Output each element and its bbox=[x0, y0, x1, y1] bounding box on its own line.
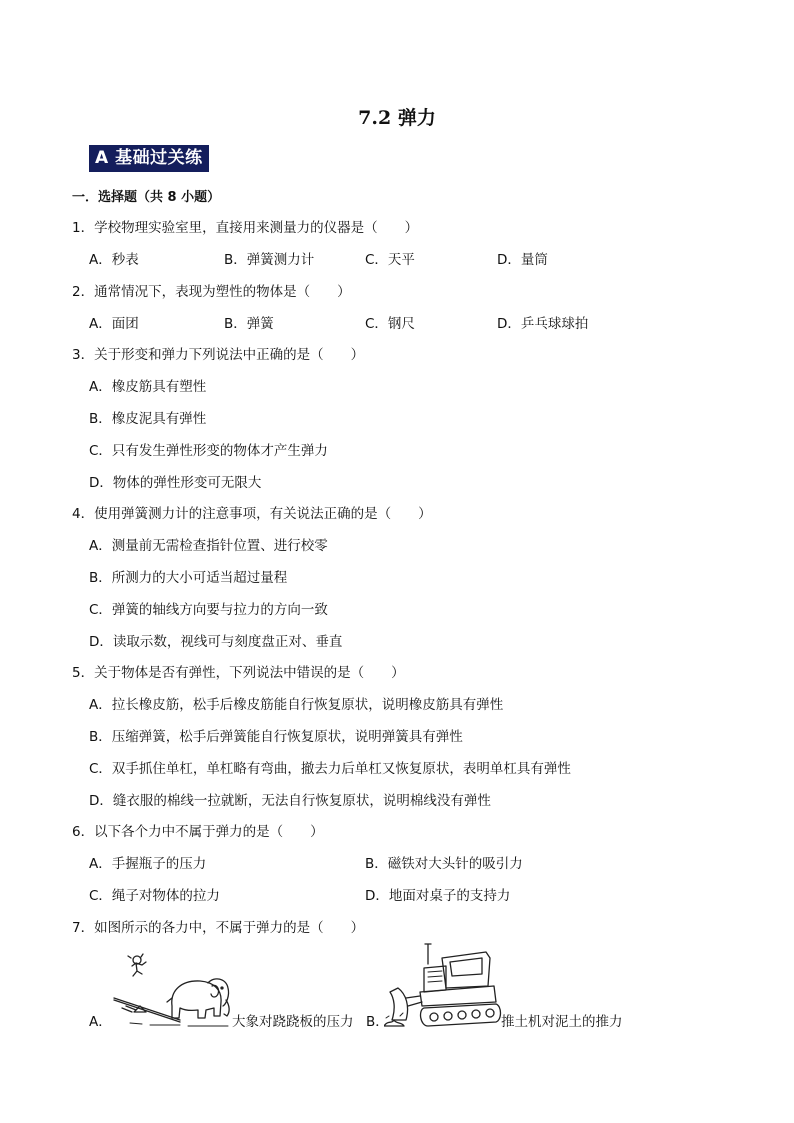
q7-option-b-caption: 推土机对泥土的推力 bbox=[501, 1014, 623, 1030]
q3-option-b: B．橡皮泥具有弹性 bbox=[89, 411, 207, 427]
q1-option-c: C．天平 bbox=[365, 252, 415, 268]
bulldozer-figure bbox=[384, 940, 502, 1034]
q1-option-d: D．量筒 bbox=[497, 252, 548, 268]
q5-option-b: B．压缩弹簧，松手后弹簧能自行恢复原状，说明弹簧具有弹性 bbox=[89, 729, 463, 745]
q2-option-d: D．乒乓球球拍 bbox=[497, 316, 589, 332]
question-3: 3．关于形变和弹力下列说法中正确的是（ ） bbox=[72, 347, 365, 363]
q5-option-c: C．双手抓住单杠，单杠略有弯曲，撤去力后单杠又恢复原状，表明单杠具有弹性 bbox=[89, 761, 571, 777]
q4-option-b: B．所测力的大小可适当超过量程 bbox=[89, 570, 288, 586]
q3-option-c: C．只有发生弹性形变的物体才产生弹力 bbox=[89, 443, 328, 459]
question-5: 5．关于物体是否有弹性，下列说法中错误的是（ ） bbox=[72, 665, 405, 681]
q6-option-a: A．手握瓶子的压力 bbox=[89, 856, 207, 872]
page-title: 7.2 弹力 bbox=[358, 107, 436, 129]
q2-option-c: C．钢尺 bbox=[365, 316, 415, 332]
q7-option-a-letter: A． bbox=[89, 1014, 112, 1030]
q3-option-a: A．橡皮筋具有塑性 bbox=[89, 379, 207, 395]
question-2: 2．通常情况下，表现为塑性的物体是（ ） bbox=[72, 284, 351, 300]
q4-option-a: A．测量前无需检查指针位置、进行校零 bbox=[89, 538, 328, 554]
q7-option-b-letter: B． bbox=[366, 1014, 389, 1030]
question-1: 1．学校物理实验室里，直接用来测量力的仪器是（ ） bbox=[72, 220, 419, 236]
question-7: 7．如图所示的各力中，不属于弹力的是（ ） bbox=[72, 920, 365, 936]
q5-option-a: A．拉长橡皮筋，松手后橡皮筋能自行恢复原状，说明橡皮筋具有弹性 bbox=[89, 697, 504, 713]
question-6: 6．以下各个力中不属于弹力的是（ ） bbox=[72, 824, 324, 840]
question-4: 4．使用弹簧测力计的注意事项，有关说法正确的是（ ） bbox=[72, 506, 432, 522]
q4-option-c: C．弹簧的轴线方向要与拉力的方向一致 bbox=[89, 602, 328, 618]
q1-option-a: A．秒表 bbox=[89, 252, 139, 268]
q2-option-a: A．面团 bbox=[89, 316, 139, 332]
q6-option-c: C．绳子对物体的拉力 bbox=[89, 888, 220, 904]
q7-option-a-caption: 大象对跷跷板的压力 bbox=[232, 1014, 354, 1030]
q1-option-b: B．弹簧测力计 bbox=[224, 252, 315, 268]
part-title: 一．选择题（共 8 小题） bbox=[72, 190, 221, 205]
q6-option-b: B．磁铁对大头针的吸引力 bbox=[365, 856, 523, 872]
q5-option-d: D．缝衣服的棉线一拉就断，无法自行恢复原状，说明棉线没有弹性 bbox=[89, 793, 491, 809]
q4-option-d: D．读取示数，视线可与刻度盘正对、垂直 bbox=[89, 634, 343, 650]
elephant-seesaw-figure bbox=[110, 948, 235, 1030]
q3-option-d: D．物体的弹性形变可无限大 bbox=[89, 475, 262, 491]
q6-option-d: D．地面对桌子的支持力 bbox=[365, 888, 511, 904]
q2-option-b: B．弹簧 bbox=[224, 316, 274, 332]
section-badge: A 基础过关练 bbox=[89, 145, 209, 172]
